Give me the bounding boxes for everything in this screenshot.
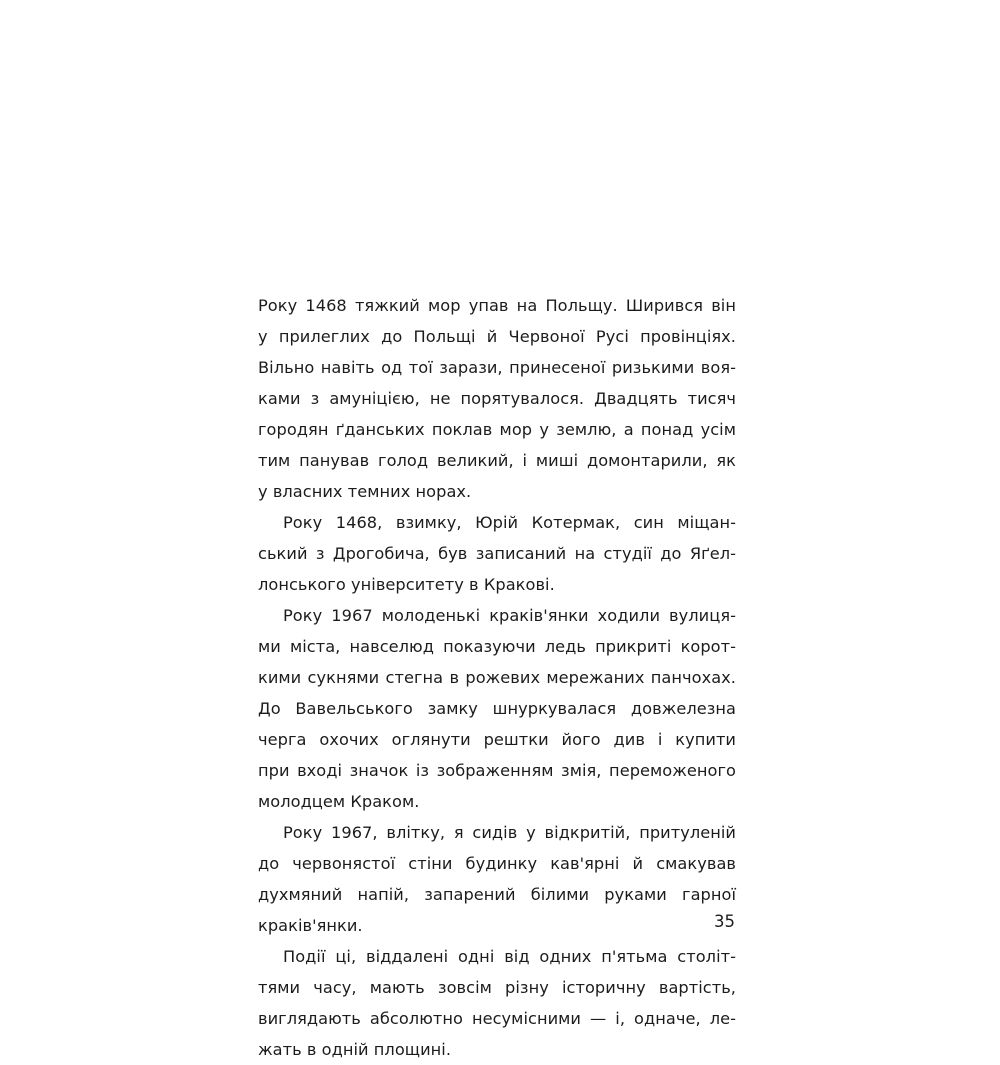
text-line: До Вавельського замку шнуркувалася довжелезна bbox=[258, 699, 736, 718]
paragraph-kotermak-1468 bbox=[258, 507, 736, 600]
text-line: виглядають абсолютно несумісними — і, одначе, ле- bbox=[258, 1009, 736, 1028]
body-text bbox=[258, 290, 736, 1065]
text-line: Року 1967 молоденькі краків'янки ходили вулиця- bbox=[283, 606, 736, 625]
text-line: тями часу, мають зовсім різну історичну вартість, bbox=[258, 978, 736, 997]
text-line: у власних темних норах. bbox=[258, 482, 472, 501]
page-number: 35 bbox=[714, 912, 735, 931]
text-line: ми міста, навселюд показуючи ледь прикриті корот- bbox=[258, 637, 736, 656]
text-line: краків'янки. bbox=[258, 916, 363, 935]
text-line: при вході значок із зображенням змія, переможеного bbox=[258, 761, 736, 780]
paragraph-mor-1468 bbox=[258, 290, 736, 507]
text-line: Року 1468 тяжкий мор упав на Польщу. Ширився він bbox=[258, 296, 736, 315]
text-line: лонського університету в Кракові. bbox=[258, 575, 555, 594]
text-line: Події ці, віддалені одні від одних п'ятьма століт- bbox=[283, 947, 736, 966]
paragraph-krakow-1967 bbox=[258, 600, 736, 817]
text-line: Року 1468, взимку, Юрій Котермак, син міщан- bbox=[283, 513, 736, 532]
text-line: ський з Дрогобича, був записаний на студії до Яґел- bbox=[258, 544, 736, 563]
text-line: кими сукнями стегна в рожевих мережаних панчохах. bbox=[258, 668, 736, 687]
text-line: до червонястої стіни будинку кав'ярні й смакував bbox=[258, 854, 736, 873]
text-line: духмяний напій, запарений білими руками гарної bbox=[258, 885, 736, 904]
text-line: у прилеглих до Польщі й Червоної Русі провінціях. bbox=[258, 327, 736, 346]
text-line: Року 1967, влітку, я сидів у відкритій, притуленій bbox=[283, 823, 736, 842]
text-line: жать в одній площині. bbox=[258, 1040, 452, 1059]
paragraph-cafe-1967 bbox=[258, 817, 736, 941]
text-line: черга охочих оглянути рештки його див і купити bbox=[258, 730, 736, 749]
text-line: Вільно навіть од тої зарази, принесеної ризькими воя- bbox=[258, 358, 736, 377]
text-line: ками з амуніцією, не порятувалося. Двадцять тисяч bbox=[258, 389, 736, 408]
text-line: тим панував голод великий, і миші домонтарили, як bbox=[258, 451, 736, 470]
paragraph-conclusion bbox=[258, 941, 736, 1065]
text-line: городян ґданських поклав мор у землю, а понад усім bbox=[258, 420, 736, 439]
text-line: молодцем Краком. bbox=[258, 792, 420, 811]
